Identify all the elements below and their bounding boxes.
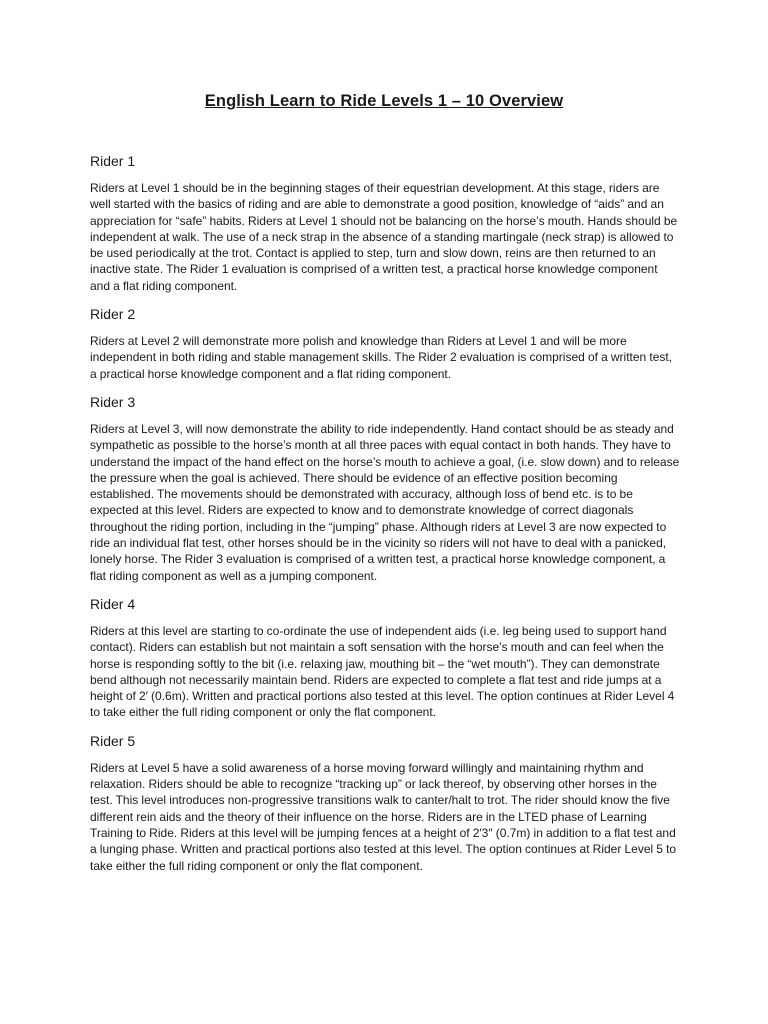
section-body: Riders at Level 3, will now demonstrate the ability to ride independently. Hand contact should be as steady and sympathetic as possible to the horse’s month at all three paces with equal contact in both hands. They have to understand the impact of the hand effect on the horse’s mouth to achieve a goal, (i.e. slow down) and to release the pressure when the goal is achieved. There should be evidence of an effective position becoming established. The movements should be demonstrated with accuracy, although loss of bend etc. is to be expected at this level. Riders are expected to know and to demonstrate knowledge of correct diagonals throughout the riding portion, including in the “jumping” phase. Although riders at Level 3 are now expected to ride an individual flat test, other horses should be in the vicinity so riders will not have to deal with a panicked, lonely horse. The Rider 3 evaluation is comprised of a written test, a practical horse knowledge component, a flat riding component as well as a jumping component. [90,421,680,583]
section-heading: Rider 5 [90,732,136,749]
section-rider-2 [90,305,680,382]
document-title: English Learn to Ride Levels 1 – 10 Overview [204,92,564,110]
section-body: Riders at Level 5 have a solid awareness of a horse moving forward willingly and maintaining rhythm and relaxation. Riders should be able to recognize “tracking up” or lack thereof, by observing other horses in the test. This level introduces non-progressive transitions walk to canter/halt to trot. The rider should know the five different rein aids and the theory of their influence on the horse. Riders are in the LTED phase of Learning Training to Ride. Riders at this level will be jumping fences at a height of 2′3″ (0.7m) in addition to a flat test and a lunging phase. Written and practical portions also tested at this level. The option continues at Rider Level 5 to take either the full riding component or only the flat component. [90,760,677,873]
section-rider-5 [90,732,680,874]
section-heading: Rider 1 [90,153,136,169]
section-heading: Rider 3 [90,393,136,410]
section-body: Riders at Level 1 should be in the beginning stages of their equestrian development. At this stage, riders are well started with the basics of riding and are able to demonstrate a good position, knowledge of “aids” and an appreciation for “safe” habits. Riders at Level 1 should not be balancing on the horse’s mouth. Hands should be independent at walk. The use of a neck strap in the absence of a standing martingale (neck strap) is allowed to be used periodically at the trot. Contact is applied to step, turn and slow down, reins are then returned to an inactive state. The Rider 1 evaluation is comprised of a written test, a practical horse knowledge component and a flat riding component. [90,181,678,293]
section-heading: Rider 4 [90,595,136,612]
section-body: Riders at this level are starting to co-ordinate the use of independent aids (i.e. leg being used to support hand contact). Riders can establish but not maintain a soft sensation with the horse’s mouth and can feel when the horse is responding softly to the bit (i.e. relaxing jaw, mouthing bit – the “wet mouth”). They can demonstrate bend although not necessarily maintain bend. Riders are expected to complete a flat test and ride jumps at a height of 2′ (0.6m). Written and practical portions also tested at this level. The option continues at Rider Level 4 to take either the full riding component or only the flat component. [90,623,675,720]
section-rider-4 [90,595,680,721]
section-body: Riders at Level 2 will demonstrate more polish and knowledge than Riders at Level 1 and will be more independent in both riding and stable management skills. The Rider 2 evaluation is comprised of a written test, a practical horse knowledge component and a flat riding component. [90,334,673,381]
section-heading: Rider 2 [90,306,136,323]
section-rider-3 [90,393,680,584]
document-content [90,152,680,885]
section-rider-1 [90,152,680,294]
